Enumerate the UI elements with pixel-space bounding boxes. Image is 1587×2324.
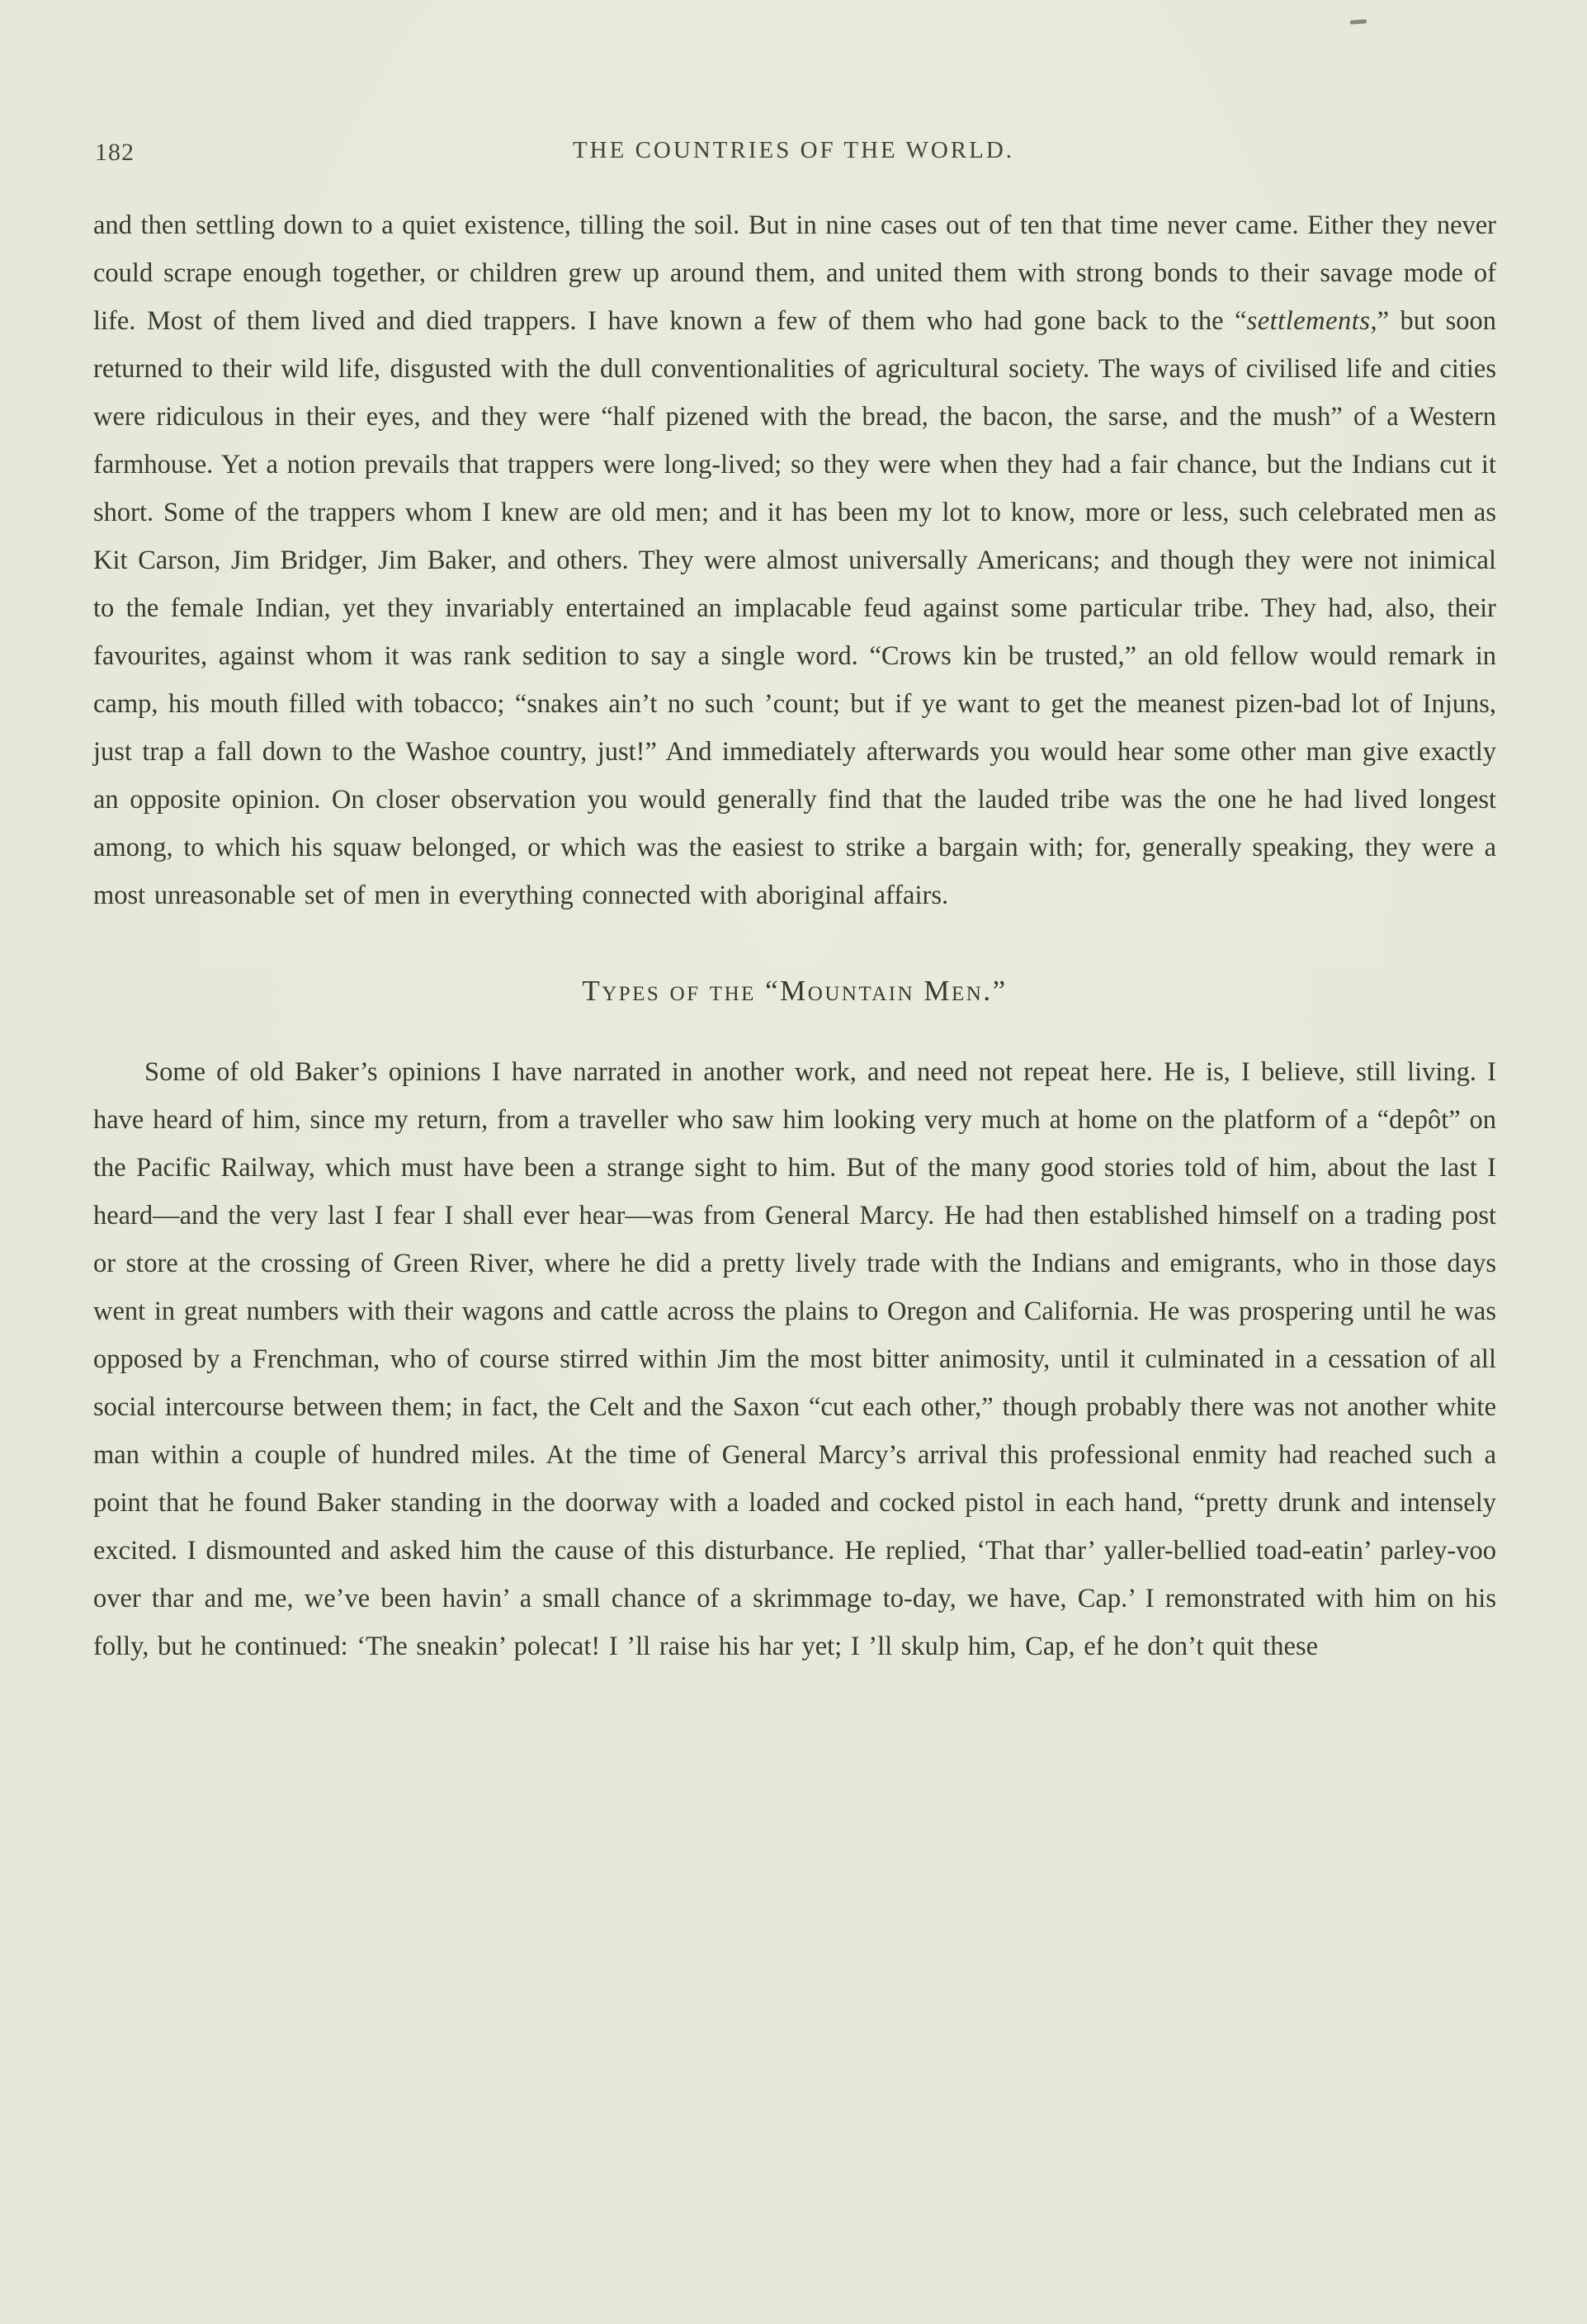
scan-artifact [1350, 19, 1367, 24]
body-paragraph-2: Some of old Baker’s opinions I have narrated in another work, and need not repeat here. He is, I believe, still living. I have heard of him, since my return, from a traveller who saw him looking very much at home on the platform of a “depôt” on the Pacific Railway, which must have been a strange sight to him. But of the many good stories told of him, about the last I heard—and the very last I fear I shall ever hear—was from General Marcy. He had then established himself on a trading post or store at the crossing of Green River, where he did a pretty lively trade with the Indians and emigrants, who in those days went in great numbers with their wagons and cattle across the plains to Oregon and California. He was prospering until he was opposed by a Frenchman, who of course stirred within Jim the most bitter animosity, until it culminated in a cessation of all social intercourse between them; in fact, the Celt and the Saxon “cut each other,” though probably there was not another white man within a couple of hundred miles. At the time of General Marcy’s arrival this professional enmity had reached such a point that he found Baker standing in the doorway with a loaded and cocked pistol in each hand, “pretty drunk and intensely excited. I dismounted and asked him the cause of this disturbance. He replied, ‘That thar’ yaller-bellied toad-eatin’ parley-voo over thar and me, we’ve been havin’ a small chance of a skrimmage to-day, we have, Cap.’ I remonstrated with him on his folly, but he continued: ‘The sneakin’ polecat! I ’ll raise his har yet; I ’ll skulp him, Cap, ef he don’t quit these [93, 1057, 1496, 1661]
section-heading: Types of the “Mountain Men.” [582, 975, 1008, 1007]
running-title: THE COUNTRIES OF THE WORLD. [572, 137, 1015, 163]
body-paragraph-1: and then settling down to a quiet existence, tilling the soil. But in nine cases out of ten that time never came. Either they never could scrape enough together, or children grew up around them, and united them with strong bonds to their savage mode of life. Most of them lived and died trappers. I have known a few of them who had gone back to the “settlements,” but soon returned to their wild life, disgusted with the dull conventionalities of agricultural society. The ways of civilised life and cities were ridiculous in their eyes, and they were “half pizened with the bread, the bacon, the sarse, and the mush” of a Western farmhouse. Yet a notion prevails that trappers were long-lived; so they were when they had a fair chance, but the Indians cut it short. Some of the trappers whom I knew are old men; and it has been my lot to know, more or less, such celebrated men as Kit Carson, Jim Bridger, Jim Baker, and others. They were almost universally Americans; and though they were not inimical to the female Indian, yet they invariably entertained an implacable feud against some particular tribe. They had, also, their favourites, against whom it was rank sedition to say a single word. “Crows kin be trusted,” an old fellow would remark in camp, his mouth filled with tobacco; “snakes ain’t no such ’count; but if ye want to get the meanest pizen-bad lot of Injuns, just trap a fall down to the Washoe country, just!” And immediately afterwards you would hear some other man give exactly an opposite opinion. On closer observation you would generally find that the lauded tribe was the one he had lived longest among, to which his squaw belonged, or which was the easiest to strike a bargain with; for, generally speaking, they were a most unreasonable set of men in everything connected with aboriginal affairs. [93, 210, 1496, 910]
page-header [93, 137, 1494, 172]
page-number: 182 [95, 139, 135, 166]
page-body [93, 201, 1496, 1670]
